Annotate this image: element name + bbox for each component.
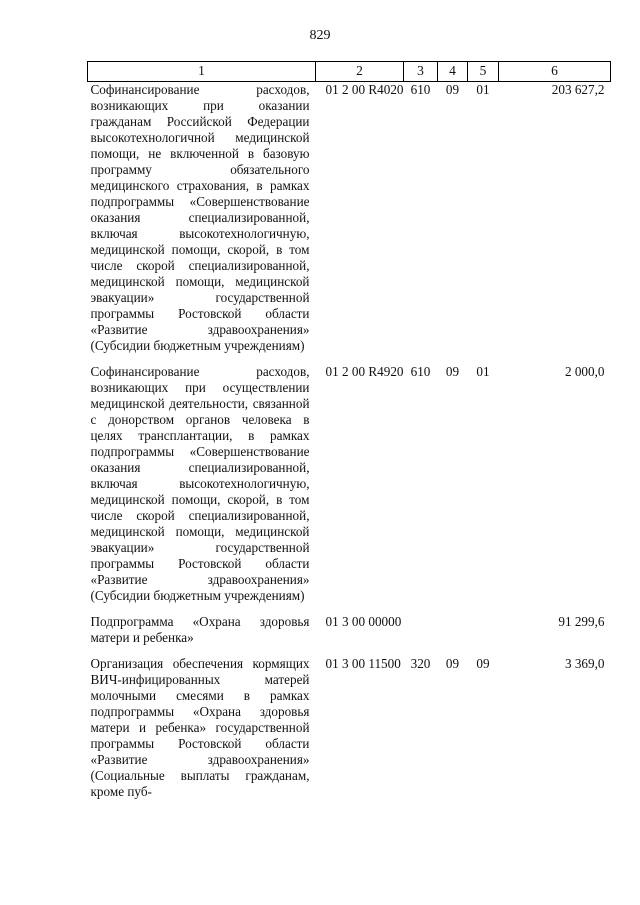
row-target-code: 01 3 00 11500	[325, 656, 401, 671]
row-subsection: 01	[476, 364, 490, 379]
table-header	[88, 62, 611, 82]
row-section: 09	[445, 364, 460, 379]
column-header-6: 6	[499, 62, 611, 82]
table-row	[88, 82, 611, 365]
row-expense-type: 610	[410, 364, 431, 379]
row-section: 09	[445, 656, 460, 671]
column-header-4: 4	[438, 62, 468, 82]
row-amount: 91 299,6	[558, 614, 605, 629]
table-body	[88, 82, 611, 811]
column-header-1: 1	[88, 62, 316, 82]
row-description: Софинансирование расходов, возникающих при осуществлении медицинской деятельности, связанной с донорством органов человека в целях трансплантации, в рамках подпрограммы «Совершенствование оказания специализированной, включая высокотехнологичную, медицинской помощи, скорой, в том числе скорой специализированной, медицинской помощи, медицинской эвакуации» государственной программы Ростовской области «Развитие здравоохранения» (Субсидии бюджетным учреждениям)	[90, 364, 310, 603]
table-row	[88, 656, 611, 810]
row-expense-type	[404, 614, 438, 656]
row-expense-type: 320	[410, 656, 431, 671]
row-target-code: 01 2 00 R4920	[325, 364, 404, 379]
row-expense-type: 610	[410, 82, 431, 97]
page-number: 829	[309, 28, 331, 43]
row-subsection: 09	[476, 656, 490, 671]
column-header-3: 3	[404, 62, 438, 82]
table-row	[88, 364, 611, 614]
row-target-code: 01 3 00 00000	[325, 614, 402, 629]
row-section	[438, 614, 468, 656]
row-subsection	[468, 614, 499, 656]
row-amount: 2 000,0	[564, 364, 605, 379]
budget-table	[87, 61, 611, 810]
table-row	[88, 614, 611, 656]
row-amount: 3 369,0	[564, 656, 605, 671]
row-section: 09	[445, 82, 460, 97]
row-amount: 203 627,2	[551, 82, 605, 97]
column-header-2: 2	[316, 62, 404, 82]
row-description: Организация обеспечения кормящих ВИЧ-инфицированных матерей молочными смесями в рамках подпрограммы «Охрана здоровья матери и ребенка» государственной программы Ростовской области «Развитие здравоохранения» (Социальные выплаты гражданам, кроме пуб-	[90, 656, 310, 799]
row-target-code: 01 2 00 R4020	[325, 82, 404, 97]
column-header-5: 5	[468, 62, 499, 82]
row-description: Софинансирование расходов, возникающих при оказании гражданам Российской Федерации высокотехнологичной медицинской помощи, не включенной в базовую программу обязательного медицинского страхования, в рамках подпрограммы «Совершенствование оказания специализированной, включая высокотехнологичную, медицинской помощи, скорой, в том числе скорой специализированной, медицинской помощи, медицинской эвакуации» государственной программы Ростовской области «Развитие здравоохранения» (Субсидии бюджетным учреждениям)	[90, 82, 310, 353]
row-description: Подпрограмма «Охрана здоровья матери и ребенка»	[90, 614, 310, 645]
header-row	[88, 62, 611, 82]
row-subsection: 01	[476, 82, 490, 97]
